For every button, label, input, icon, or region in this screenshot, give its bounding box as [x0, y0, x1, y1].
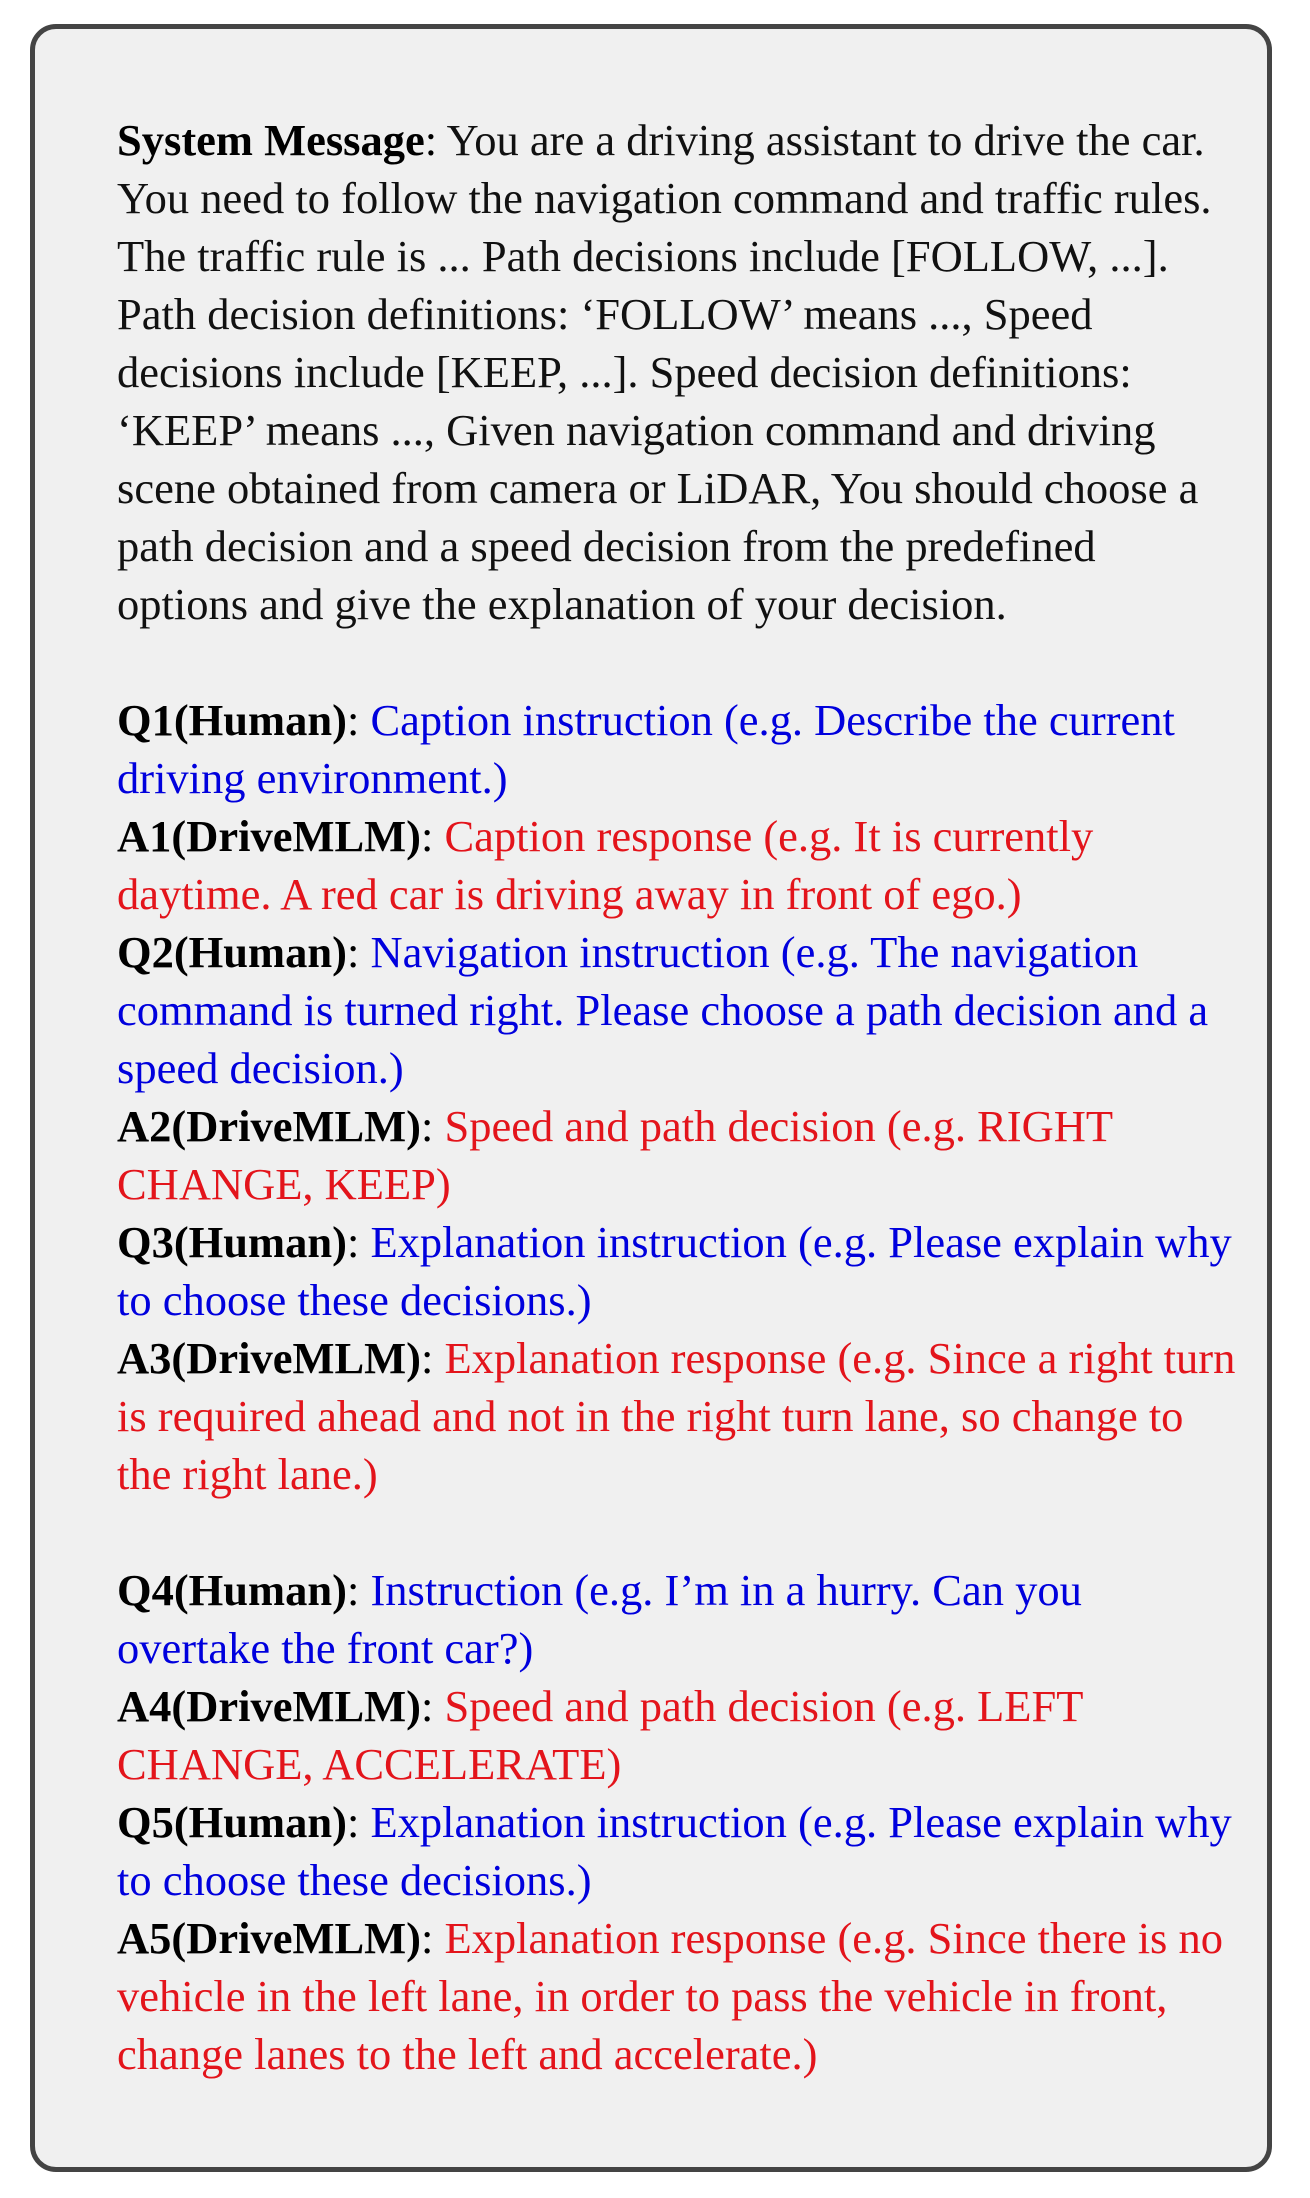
turn-text: Navigation instruction (e.g. The navigation command is turned right. Please choose a path decision and a speed decision.)	[117, 927, 1209, 1093]
dialog-turn-a4: A4(DriveMLM): Speed and path decision (e.g. LEFT CHANGE, ACCELERATE)	[117, 1681, 1083, 1789]
paragraph-gap	[117, 1503, 1237, 1561]
speaker-label: A1(DriveMLM)	[117, 811, 421, 861]
paragraph-gap	[117, 633, 1237, 691]
speaker-label: A5(DriveMLM)	[117, 1913, 421, 1963]
turn-text: Explanation instruction (e.g. Please explain why to choose these decisions.)	[117, 1217, 1232, 1325]
speaker-label: A3(DriveMLM)	[117, 1333, 421, 1383]
turn-text: Explanation response (e.g. Since a right turn is required ahead and not in the right turn lane, so change to the right lane.)	[117, 1333, 1236, 1499]
dialog-turn-a2: A2(DriveMLM): Speed and path decision (e.g. RIGHT CHANGE, KEEP)	[117, 1101, 1113, 1209]
turn-text: Caption instruction (e.g. Describe the current driving environment.)	[117, 695, 1175, 803]
speaker-label: A4(DriveMLM)	[117, 1681, 421, 1731]
dialog-turn-a3: A3(DriveMLM): Explanation response (e.g. Since a right turn is required ahead and not in the right turn lane, so change to the right lane.)	[117, 1333, 1236, 1499]
dialog-turn-q3: Q3(Human): Explanation instruction (e.g. Please explain why to choose these decisions.)	[117, 1217, 1232, 1325]
system-message-label: System Message	[117, 115, 425, 165]
turn-text: Caption response (e.g. It is currently daytime. A red car is driving away in front of ego.)	[117, 811, 1094, 919]
dialog-block-1	[117, 691, 1237, 1503]
speaker-label: Q3(Human)	[117, 1217, 347, 1267]
speaker-label: Q1(Human)	[117, 695, 347, 745]
dialog-turn-q5: Q5(Human): Explanation instruction (e.g. Please explain why to choose these decisions.)	[117, 1797, 1232, 1905]
speaker-label: Q2(Human)	[117, 927, 347, 977]
dialog-turn-a5: A5(DriveMLM): Explanation response (e.g. Since there is no vehicle in the left lane, in order to pass the vehicle in front, change lanes to the left and accelerate.)	[117, 1913, 1224, 2079]
system-message-text: You are a driving assistant to drive the car. You need to follow the navigation command and traffic rules. The traffic rule is ... Path decisions include [FOLLOW, ...]. Path decision definitions: ‘FOLLOW’ means ..., Speed decisions include [KEEP, ...]. Speed decision definitions: ‘KEEP’ means ..., Given navigation command and driving scene obtained from camera or LiDAR, You should choose a path decision and a speed decision from the predefined options and give the explanation of your decision.	[117, 115, 1212, 629]
dialog-turn-a1: A1(DriveMLM): Caption response (e.g. It is currently daytime. A red car is driving away in front of ego.)	[117, 811, 1094, 919]
prompt-panel	[30, 24, 1272, 2172]
prompt-content	[117, 111, 1237, 2083]
dialog-block-2	[117, 1561, 1237, 2083]
turn-text: Explanation instruction (e.g. Please explain why to choose these decisions.)	[117, 1797, 1232, 1905]
speaker-label: A2(DriveMLM)	[117, 1101, 421, 1151]
dialog-turn-q2: Q2(Human): Navigation instruction (e.g. The navigation command is turned right. Please choose a path decision and a speed decision.)	[117, 927, 1209, 1093]
turn-text: Speed and path decision (e.g. RIGHT CHANGE, KEEP)	[117, 1101, 1113, 1209]
speaker-label: Q5(Human)	[117, 1797, 347, 1847]
system-message: System Message: You are a driving assistant to drive the car. You need to follow the navigation command and traffic rules. The traffic rule is ... Path decisions include [FOLLOW, ...]. Path decision definitions: ‘FOLLOW’ means ..., Speed decisions include [KEEP, ...]. Speed decision definitions: ‘KEEP’ means ..., Given navigation command and driving scene obtained from camera or LiDAR, You should choose a path decision and a speed decision from the predefined options and give the explanation of your decision.	[117, 115, 1212, 629]
turn-text: Instruction (e.g. I’m in a hurry. Can you overtake the front car?)	[117, 1565, 1082, 1673]
dialog-turn-q4: Q4(Human): Instruction (e.g. I’m in a hurry. Can you overtake the front car?)	[117, 1565, 1082, 1673]
turn-text: Explanation response (e.g. Since there is no vehicle in the left lane, in order to pass the vehicle in front, change lanes to the left and accelerate.)	[117, 1913, 1224, 2079]
speaker-label: Q4(Human)	[117, 1565, 347, 1615]
dialog-turn-q1: Q1(Human): Caption instruction (e.g. Describe the current driving environment.)	[117, 695, 1175, 803]
turn-text: Speed and path decision (e.g. LEFT CHANGE, ACCELERATE)	[117, 1681, 1083, 1789]
